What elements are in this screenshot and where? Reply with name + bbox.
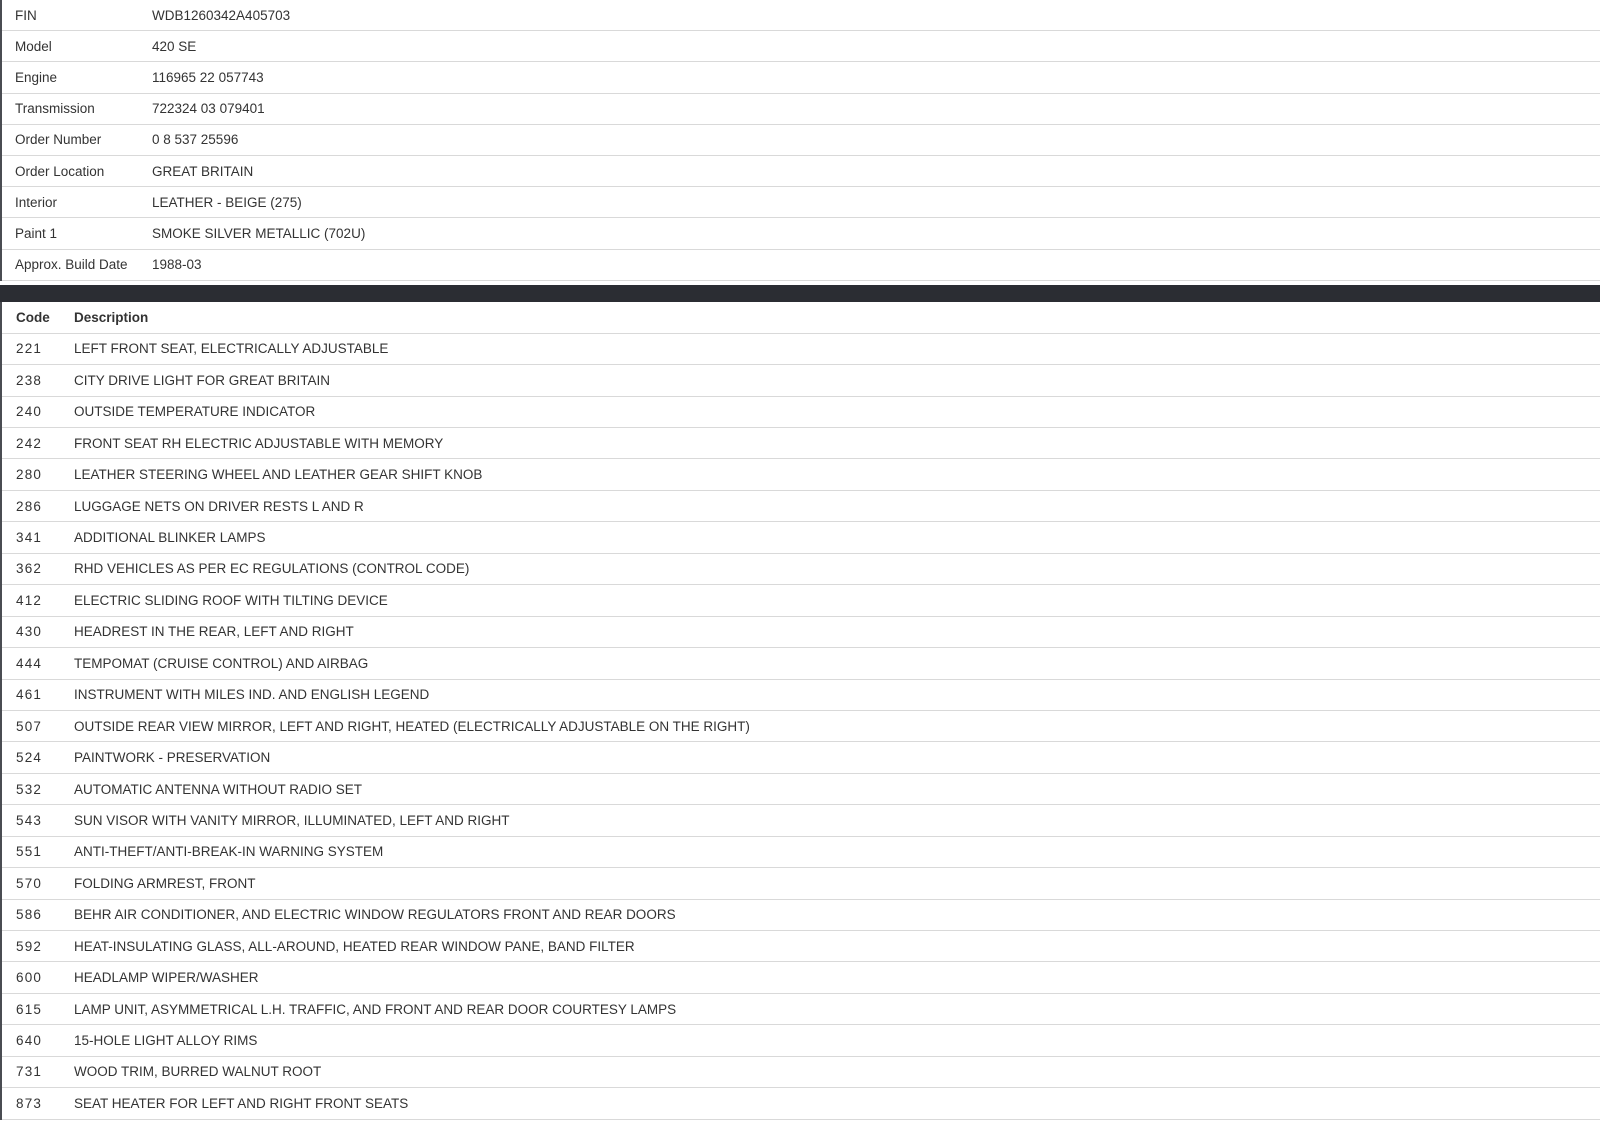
- option-row: [2, 459, 1600, 490]
- option-code: 873: [16, 1095, 43, 1111]
- option-code: 532: [16, 781, 43, 797]
- vehicle-info-label: Interior: [15, 194, 58, 210]
- option-description: HEADLAMP WIPER/WASHER: [74, 970, 259, 986]
- vehicle-info-row: [2, 0, 1600, 31]
- option-code: 592: [16, 938, 43, 954]
- vehicle-info-row: [2, 125, 1600, 156]
- option-description: OUTSIDE REAR VIEW MIRROR, LEFT AND RIGHT, HEATED (ELECTRICALLY ADJUSTABLE ON THE RIGHT): [74, 718, 750, 734]
- option-description: LEFT FRONT SEAT, ELECTRICALLY ADJUSTABLE: [74, 341, 389, 357]
- option-row: [2, 680, 1600, 711]
- option-description: 15-HOLE LIGHT ALLOY RIMS: [74, 1033, 258, 1049]
- option-row: [2, 805, 1600, 836]
- vehicle-info-value: WDB1260342A405703: [152, 7, 291, 23]
- vehicle-info-label: Approx. Build Date: [15, 257, 128, 273]
- option-code: 341: [16, 530, 43, 546]
- option-description: ANTI-THEFT/ANTI-BREAK-IN WARNING SYSTEM: [74, 844, 384, 860]
- option-row: [2, 900, 1600, 931]
- option-row: [2, 962, 1600, 993]
- vehicle-info-value: 420 SE: [152, 38, 197, 54]
- options-header-description: Description: [74, 309, 149, 325]
- option-code: 543: [16, 812, 43, 828]
- option-row: [2, 868, 1600, 899]
- option-description: BEHR AIR CONDITIONER, AND ELECTRIC WINDOW REGULATORS FRONT AND REAR DOORS: [74, 907, 676, 923]
- option-description: FRONT SEAT RH ELECTRIC ADJUSTABLE WITH MEMORY: [74, 435, 444, 451]
- option-code: 242: [16, 435, 43, 451]
- option-description: HEAT-INSULATING GLASS, ALL-AROUND, HEATED REAR WINDOW PANE, BAND FILTER: [74, 938, 635, 954]
- option-code: 524: [16, 750, 43, 766]
- vehicle-info-label: Engine: [15, 69, 58, 85]
- option-code: 430: [16, 624, 43, 640]
- options-table-body: [2, 334, 1600, 1120]
- option-row: [2, 931, 1600, 962]
- option-row: [2, 554, 1600, 585]
- option-row: [2, 742, 1600, 773]
- option-code: 507: [16, 718, 43, 734]
- option-row: [2, 774, 1600, 805]
- option-code: 570: [16, 875, 43, 891]
- vehicle-info-value: LEATHER - BEIGE (275): [152, 194, 302, 210]
- option-row: [2, 365, 1600, 396]
- option-code: 444: [16, 655, 43, 671]
- option-code: 362: [16, 561, 43, 577]
- vehicle-info-label: Order Number: [15, 132, 102, 148]
- option-code: 280: [16, 467, 43, 483]
- vehicle-info-row: [2, 156, 1600, 187]
- option-row: [2, 1057, 1600, 1088]
- vehicle-info-value: SMOKE SILVER METALLIC (702U): [152, 225, 366, 241]
- section-divider-bar: [0, 285, 1600, 302]
- option-code: 551: [16, 844, 43, 860]
- option-description: INSTRUMENT WITH MILES IND. AND ENGLISH LEGEND: [74, 687, 430, 703]
- vehicle-info-label: Paint 1: [15, 225, 58, 241]
- option-row: [2, 397, 1600, 428]
- option-row: [2, 837, 1600, 868]
- vehicle-info-value: 1988-03: [152, 257, 202, 273]
- option-description: OUTSIDE TEMPERATURE INDICATOR: [74, 404, 316, 420]
- option-row: [2, 491, 1600, 522]
- option-row: [2, 994, 1600, 1025]
- vehicle-info-label: Model: [15, 38, 52, 54]
- option-description: HEADREST IN THE REAR, LEFT AND RIGHT: [74, 624, 354, 640]
- vehicle-info-row: [2, 218, 1600, 249]
- option-code: 640: [16, 1033, 43, 1049]
- option-code: 412: [16, 592, 43, 608]
- vehicle-info-row: [2, 62, 1600, 93]
- option-row: [2, 1025, 1600, 1056]
- option-description: AUTOMATIC ANTENNA WITHOUT RADIO SET: [74, 781, 363, 797]
- options-header-code: Code: [16, 309, 50, 325]
- option-description: WOOD TRIM, BURRED WALNUT ROOT: [74, 1064, 322, 1080]
- option-row: [2, 1088, 1600, 1119]
- vehicle-info-row: [2, 94, 1600, 125]
- option-row: [2, 648, 1600, 679]
- vehicle-info-label: Transmission: [15, 101, 95, 117]
- option-row: [2, 585, 1600, 616]
- option-code: 615: [16, 1001, 43, 1017]
- option-row: [2, 428, 1600, 459]
- option-description: SUN VISOR WITH VANITY MIRROR, ILLUMINATED, LEFT AND RIGHT: [74, 812, 510, 828]
- option-row: [2, 711, 1600, 742]
- option-code: 238: [16, 372, 43, 388]
- vehicle-info-value: 722324 03 079401: [152, 101, 265, 117]
- vehicle-info-value: 116965 22 057743: [152, 69, 264, 85]
- option-row: [2, 617, 1600, 648]
- option-code: 286: [16, 498, 43, 514]
- option-row: [2, 334, 1600, 365]
- option-description: RHD VEHICLES AS PER EC REGULATIONS (CONTROL CODE): [74, 561, 470, 577]
- vehicle-info-row: [2, 31, 1600, 62]
- options-table-header: [2, 302, 1600, 334]
- vehicle-info-row: [2, 250, 1600, 281]
- option-description: SEAT HEATER FOR LEFT AND RIGHT FRONT SEATS: [74, 1095, 409, 1111]
- option-description: ADDITIONAL BLINKER LAMPS: [74, 530, 266, 546]
- option-code: 240: [16, 404, 43, 420]
- option-code: 221: [16, 341, 43, 357]
- option-description: ELECTRIC SLIDING ROOF WITH TILTING DEVICE: [74, 592, 388, 608]
- options-table: [0, 302, 1600, 1120]
- option-code: 731: [16, 1064, 43, 1080]
- option-code: 600: [16, 970, 43, 986]
- vehicle-info-value: GREAT BRITAIN: [152, 163, 254, 179]
- option-description: TEMPOMAT (CRUISE CONTROL) AND AIRBAG: [74, 655, 369, 671]
- vehicle-info-value: 0 8 537 25596: [152, 132, 239, 148]
- option-description: CITY DRIVE LIGHT FOR GREAT BRITAIN: [74, 372, 331, 388]
- option-code: 461: [16, 687, 43, 703]
- option-description: PAINTWORK - PRESERVATION: [74, 750, 271, 766]
- option-code: 586: [16, 907, 43, 923]
- vehicle-info-label: Order Location: [15, 163, 105, 179]
- vehicle-info-label: FIN: [15, 7, 37, 23]
- option-description: FOLDING ARMREST, FRONT: [74, 875, 256, 891]
- option-description: LAMP UNIT, ASYMMETRICAL L.H. TRAFFIC, AND FRONT AND REAR DOOR COURTESY LAMPS: [74, 1001, 677, 1017]
- option-description: LEATHER STEERING WHEEL AND LEATHER GEAR SHIFT KNOB: [74, 467, 483, 483]
- option-row: [2, 522, 1600, 553]
- option-description: LUGGAGE NETS ON DRIVER RESTS L AND R: [74, 498, 364, 514]
- vehicle-info-row: [2, 187, 1600, 218]
- vehicle-info-table: [0, 0, 1600, 281]
